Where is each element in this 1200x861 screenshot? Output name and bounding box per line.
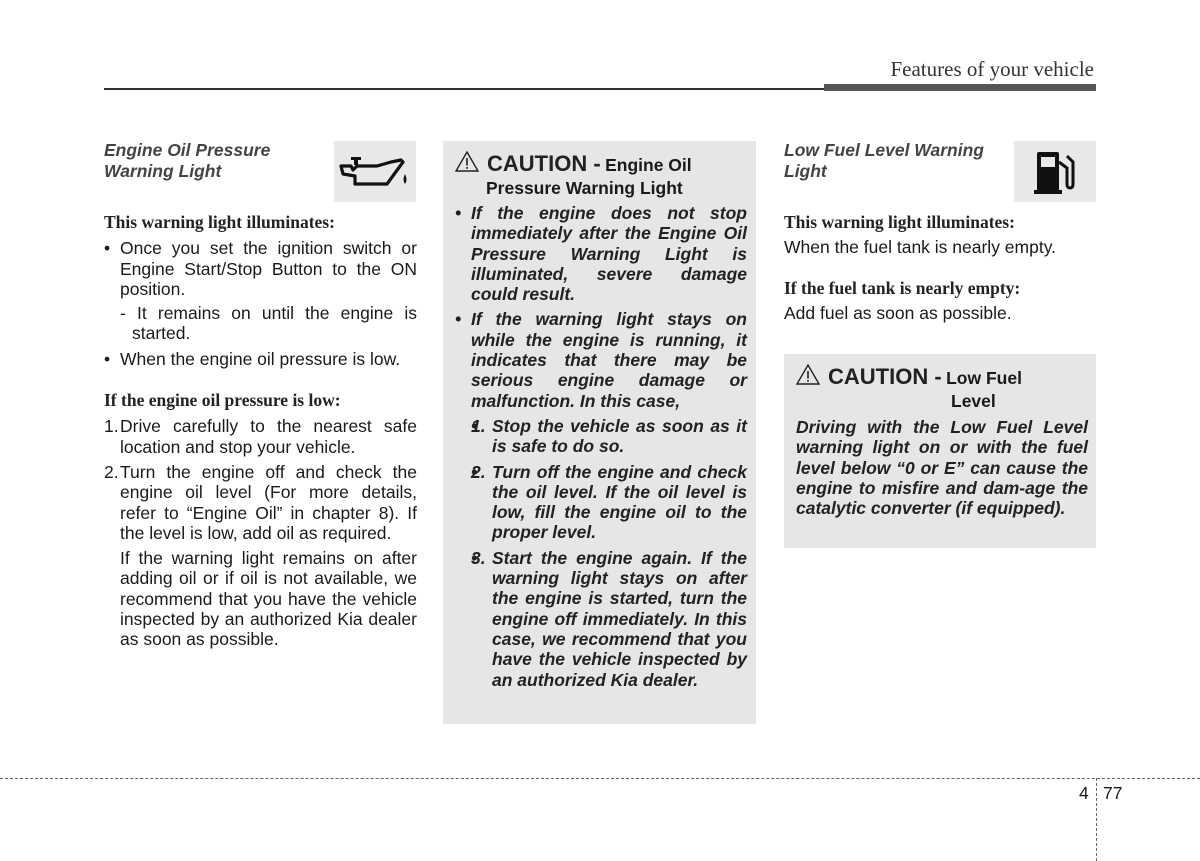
page-number: 77 — [1103, 783, 1123, 803]
list-item: • When the engine oil pressure is low. — [104, 349, 417, 369]
list-item: • If the warning light stays on while the engine is running, it indicates that there may be serious engine damage or malfunction. In this case, • 1. Stop the vehicle as soon as it is safe to do so. • 2. Turn off the engine and check the oil level. If the oil level is low, fill the engine oil to the proper level. • 3. Start the engine again. If the warning light stays on after the engine is started, turn the engine off immediately. In this case, we recommend that you have the vehicle inspected by an authorized Kia dealer. — [455, 309, 747, 689]
list-item: • 1. Stop the vehicle as soon as it is safe to do so. — [471, 416, 747, 457]
nearly-empty-heading: If the fuel tank is nearly empty: — [784, 277, 1021, 298]
caution-steps — [471, 416, 747, 690]
low-pressure-steps — [104, 416, 417, 649]
oil-pressure-title: Engine Oil Pressure Warning Light — [104, 140, 271, 181]
low-fuel-icon-box — [1014, 141, 1096, 202]
footer-rule — [0, 778, 1200, 779]
low-fuel-title: Low Fuel Level Warning Light — [784, 140, 984, 181]
chapter-number: 4 — [1079, 783, 1089, 803]
step-extra-text: If the warning light remains on after adding oil or if oil is not available, we recommend that you have the vehicle inspected by an authorized Kia dealer as soon as possible. — [120, 548, 417, 650]
list-item: 2. Turn the engine off and check the engine oil level (For more details, refer to “Engine Oil” in chapter 8). If the level is low, add oil as required. If the warning light remains on after adding oil or if oil is not available, we recommend that you have the vehicle inspected by an authorized Kia dealer as soon as possible. — [104, 461, 417, 650]
low-pressure-heading: If the engine oil pressure is low: — [104, 390, 341, 411]
caution-oil-pressure-box — [443, 141, 756, 724]
list-item: • 2. Turn off the engine and check the oil level. If the oil level is low, fill the engine oil to the proper level. — [471, 462, 747, 543]
caution-body-text: Driving with the Low Fuel Level warning light on or with the fuel level below “0 or E” can cause the engine to misfire and dam-age the catalytic converter (if equipped). — [796, 417, 1088, 519]
page-header-title: Features of your vehicle — [890, 57, 1094, 81]
list-item: • 3. Start the engine again. If the warning light stays on after the engine is started, turn the engine off immediately. In this case, we recommend that you have the vehicle inspected by an authorized Kia dealer. — [471, 548, 747, 690]
illuminates-text: When the fuel tank is nearly empty. — [784, 237, 1057, 258]
warning-triangle-icon — [796, 364, 820, 385]
warning-triangle-icon — [455, 151, 479, 172]
footer-divider — [1096, 778, 1097, 861]
illuminates-heading: This warning light illuminates: — [104, 212, 335, 232]
oil-pressure-icon-box — [334, 141, 416, 202]
oil-pressure-body — [104, 212, 417, 650]
list-item: • Once you set the ignition switch or Engine Start/Stop Button to the ON position. - It remains on until the engine is started. — [104, 238, 417, 343]
caution-subject: Level — [951, 391, 996, 411]
low-fuel-section — [784, 140, 1014, 182]
header-rule-accent — [824, 84, 1096, 91]
nearly-empty-text: Add fuel as soon as possible. — [784, 302, 1012, 323]
low-fuel-body — [784, 212, 1096, 323]
list-item: • If the engine does not stop immediately after the Engine Oil Pressure Warning Light is illuminated, severe damage could result. — [455, 203, 747, 304]
header-rule — [104, 88, 824, 90]
fuel-pump-icon — [1033, 148, 1077, 196]
caution-subject: Pressure Warning Light — [486, 178, 683, 198]
caution-list — [455, 203, 747, 690]
caution-low-fuel-box — [784, 354, 1096, 548]
oil-can-icon — [339, 154, 411, 190]
list-sub-item: - It remains on until the engine is started. — [120, 303, 417, 344]
list-item: 1. Drive carefully to the nearest safe location and stop your vehicle. — [104, 416, 417, 457]
illuminates-heading: This warning light illuminates: — [784, 212, 1015, 232]
caution-heading: CAUTION - Low Fuel — [796, 364, 1088, 390]
illuminates-list — [104, 238, 417, 369]
caution-heading: CAUTION - Engine Oil — [455, 151, 747, 177]
